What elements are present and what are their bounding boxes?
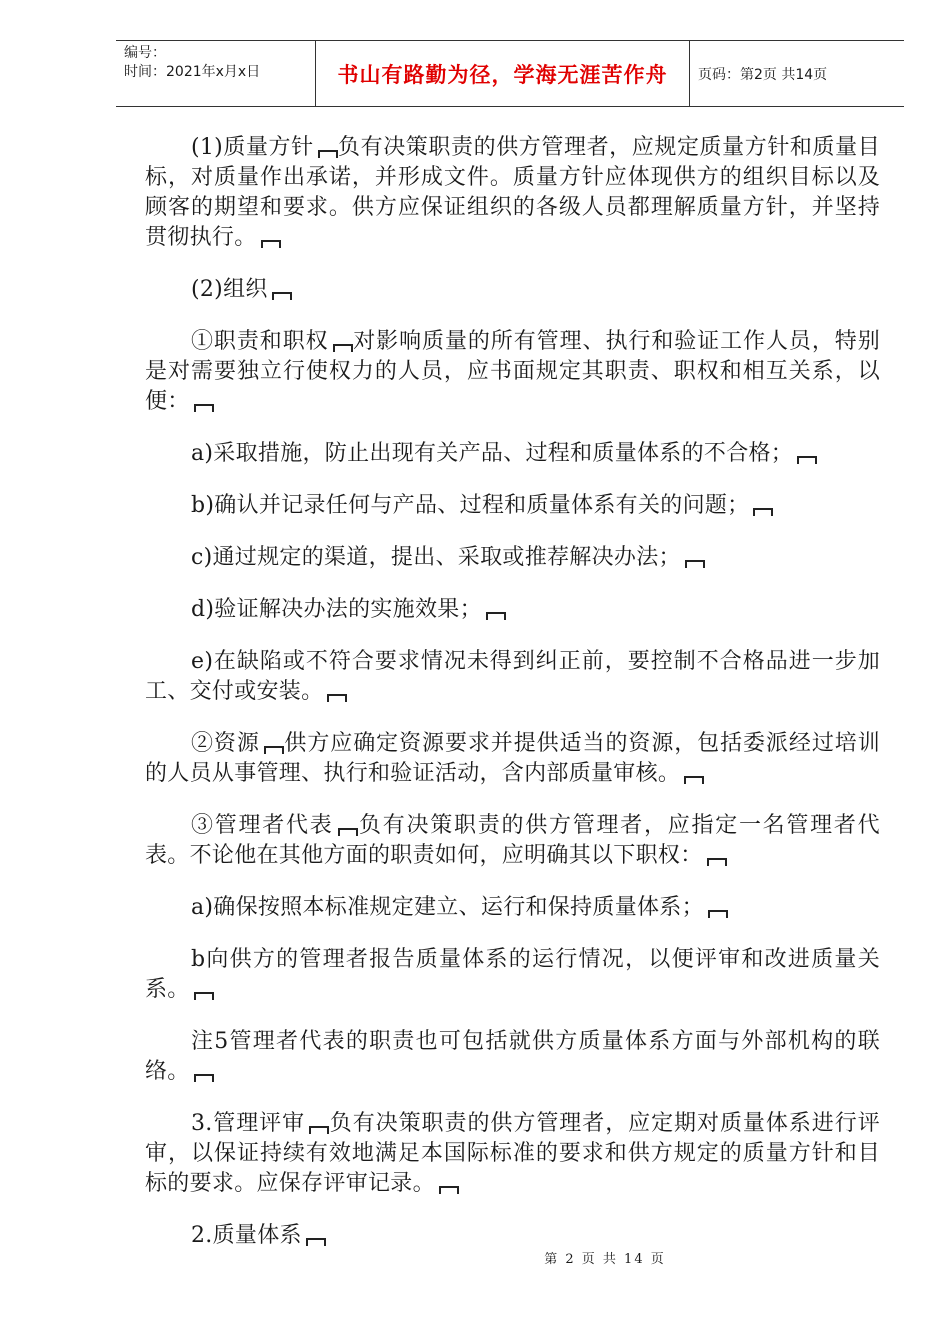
paragraph-mark-icon [439, 1186, 459, 1194]
paragraph-mark-icon [264, 746, 284, 754]
list-item-d [145, 595, 880, 625]
paragraph-text: b)确认并记录任何与产品、过程和质量体系有关的问题； [191, 493, 750, 518]
paragraph-mark-icon [194, 1074, 214, 1082]
paragraph-management-representative [145, 811, 880, 871]
paragraph-text: 供方应确定资源要求并提供适当的资源，包括委派经过培训的人员从事管理、执行和验证活动，含内部质量审核。 [145, 731, 880, 786]
paragraph-mark-icon [797, 456, 817, 464]
paragraph-text: 负有决策职责的供方管理者，应定期对质量体系进行评审，以保证持续有效地满足本国际标准的要求和供方规定的质量方针和目标的要求。应保存评审记录。 [145, 1111, 881, 1196]
paragraph-mark-icon [194, 404, 214, 412]
document-time-label: 时间：2021年x月x日 [124, 64, 261, 80]
paragraph-text: a)采取措施，防止出现有关产品、过程和质量体系的不合格； [191, 441, 794, 466]
paragraph-mark-icon [338, 828, 358, 836]
paragraph-text: a)确保按照本标准规定建立、运行和保持质量体系； [191, 895, 704, 920]
header-motto: 书山有路勤为径，学海无涯苦作舟 [316, 41, 690, 106]
document-number-label: 编号： [124, 45, 166, 61]
paragraph-mark-icon [318, 150, 338, 158]
paragraph-mark-icon [486, 612, 506, 620]
header-meta [116, 41, 316, 106]
paragraph-mark-icon [272, 292, 292, 300]
paragraph-text: 负有决策职责的供方管理者，应指定一名管理者代表。不论他在其他方面的职责如何，应明确其以下职权： [145, 813, 880, 868]
paragraph-mark-icon [261, 240, 281, 248]
paragraph-resources [145, 729, 880, 789]
paragraph-responsibility [145, 327, 880, 417]
paragraph-mark-icon [309, 1126, 329, 1134]
paragraph-text: c)通过规定的渠道，提出、采取或推荐解决办法； [191, 545, 681, 570]
paragraph-mark-icon [684, 776, 704, 784]
paragraph-quality-policy [145, 133, 880, 253]
page-footer: 第 2 页 共 14 页 [544, 1252, 666, 1267]
list-item-c [145, 543, 880, 573]
list-item-a2 [145, 893, 880, 923]
section-heading: (2)组织 [191, 277, 268, 302]
paragraph-text: 对影响质量的所有管理、执行和验证工作人员，特别是对需要独立行使权力的人员，应书面规定其职责、职权和相互关系，以便： [145, 329, 880, 414]
page-header [116, 40, 904, 107]
paragraph-text: d)验证解决办法的实施效果； [191, 597, 482, 622]
section-heading: 3.管理评审 [191, 1111, 306, 1136]
list-item-b2 [145, 945, 880, 1005]
paragraph-text: b向供方的管理者报告质量体系的运行情况，以便评审和改进质量关系。 [145, 947, 880, 1002]
list-item-a [145, 439, 880, 469]
paragraph-mark-icon [327, 694, 347, 702]
section-heading: ②资源 [191, 731, 260, 756]
list-item-b [145, 491, 880, 521]
paragraph-text: e)在缺陷或不符合要求情况未得到纠正前，要控制不合格品进一步加工、交付或安装。 [145, 649, 880, 704]
section-heading: 2.质量体系 [191, 1223, 302, 1248]
section-heading: (1)质量方针 [191, 135, 314, 160]
section-heading: ③管理者代表 [191, 813, 334, 838]
paragraph-management-review [145, 1109, 880, 1199]
section-heading: ①职责和职权 [191, 329, 329, 354]
paragraph-mark-icon [685, 560, 705, 568]
paragraph-mark-icon [194, 992, 214, 1000]
header-page-info: 页码：第2页 共14页 [698, 66, 828, 83]
list-item-e [145, 647, 880, 707]
paragraph-organization [145, 275, 880, 305]
paragraph-mark-icon [333, 344, 353, 352]
document-body [145, 133, 880, 1273]
paragraph-text: 负有决策职责的供方管理者，应规定质量方针和质量目标，对质量作出承诺，并形成文件。质量方针应体现供方的组织目标以及顾客的期望和要求。供方应保证组织的各级人员都理解质量方针，并坚持贯彻执行。 [145, 135, 880, 250]
paragraph-note-5 [145, 1027, 880, 1087]
paragraph-mark-icon [707, 858, 727, 866]
paragraph-mark-icon [753, 508, 773, 516]
paragraph-text: 注5管理者代表的职责也可包括就供方质量体系方面与外部机构的联络。 [145, 1029, 880, 1084]
paragraph-mark-icon [306, 1238, 326, 1246]
paragraph-mark-icon [708, 910, 728, 918]
paragraph-quality-system [145, 1221, 880, 1251]
